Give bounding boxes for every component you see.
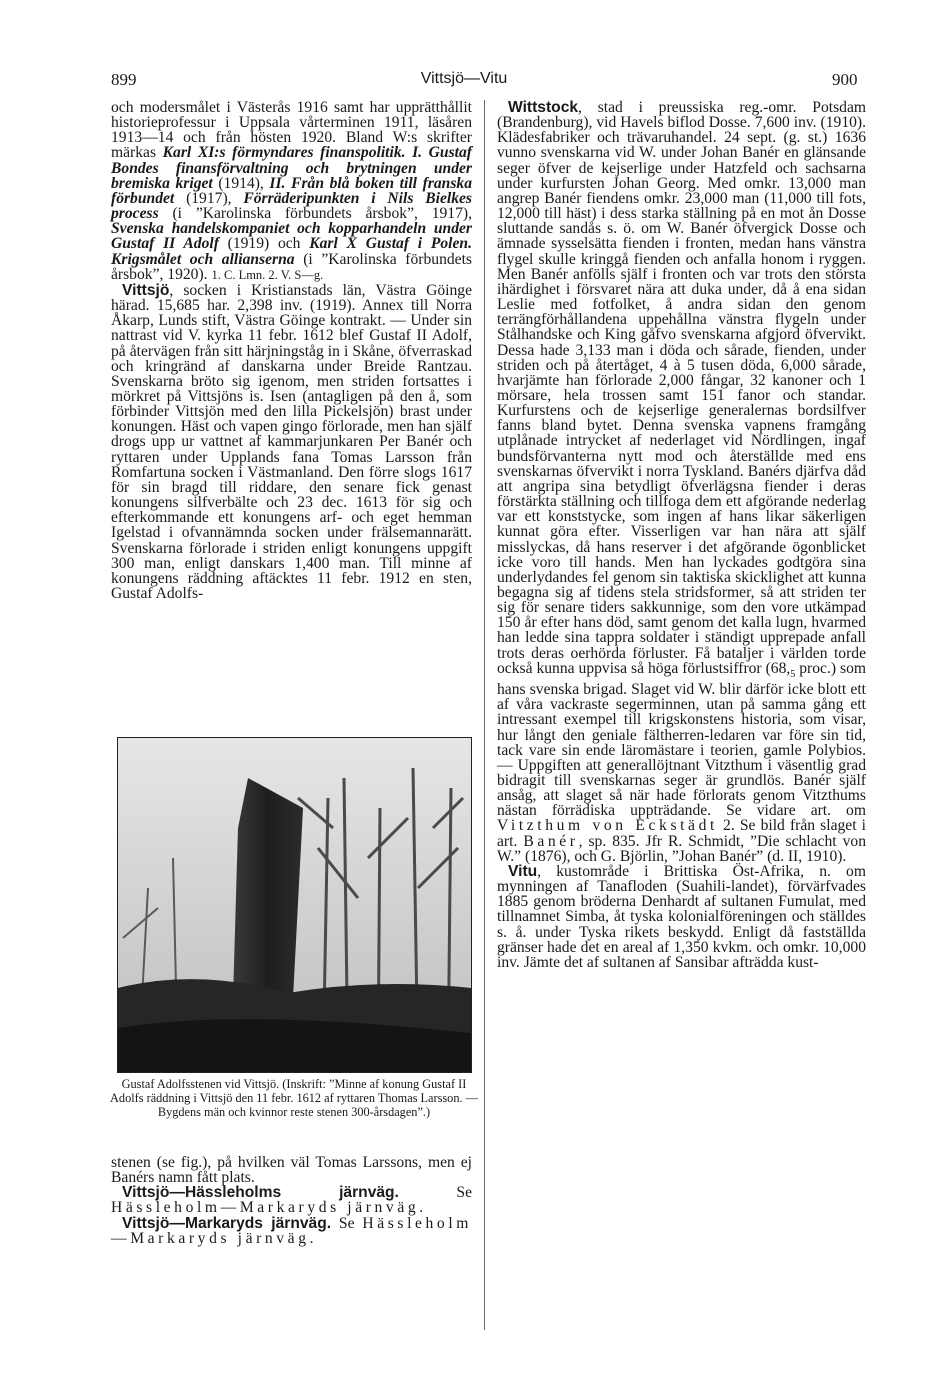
entry-vitu — [497, 864, 866, 970]
entry-text: , stad i preussiska reg.-omr. Potsdam (Brandenburg), vid Havels biflod Dosse. 7,600 inv. (1910). Klädesfabriker och trävaruhandel. 24 sept. (g. st.) 1636 vunno svenskarna vid W. under Johan Banér en glänsande seger öfver de kejserlige under Hatzfeld och sachsarna under kurfursten Johan Georg. Med omkr. 13,000 man angrep Banér fiendens omkr. 23,000 man (11,000 till fots, 12,000 till häst) i dess starka ställning på en mot ån Dosse sluttande sandås s. ö. om W. Banér öfvergick Dosse och ämnade sysselsätta fienden i fronten, medan hans vänstra flygel skulle kringgå fienden och anfalla honom i ryggen. Men Banér anfölls själf i fronten och var trots den största ihärdighet i försvaret nära att duka under, då å ena sidan Leslie med fotfolket, å andra sidan den genom terrängförhållandena uppehållna vänstra flygeln under Stålhandske och King gåfvo svenskarna afgjord öfvervikt. Dessa hade 3,133 man i döda och sårade, fienden, under striden och på återtåget, 4 à 5 tusen döda, 6,000 sårade, hvarjämte han förlorade 2,000 fångar, 32 kanoner och 1 mörsare, hela trossen samt 151 fanor och standar. Kurfurstens och de kejserlige generalernas bordsilfver fanns bland bytet. Denna svenska vapnens framgång utplånade intrycket af nederlaget vid Nördlingen, ingaf bundsförvanterna nytt mod och återställde med ens svenskarnas öfvervikt i norra Tyskland. Banérs djärfva dåd att angripa sina betydligt öfverlägsna fiender i deras förstärkta ställning och tillfoga dem ett afgörande nederlag var ett konststycke, som ingen af hans likar säkerligen kunnat göra efter. Visserligen var han nära att själf misslyckas, då hans reserver i det afgörande ögonblicket icke voro till hands. Men han lyckades godtgöra sina underlydandes fel genom sin taktiska skicklighet att kunna begagna sig af tidens stela stridsformer, så att striden ter sig för senare tiders sakkunnige, som den vore utkämpad 150 år efter hans död, samt genom det kalla lugn, hvarmed han ledde sina tappra soldater i ständigt upprepade anfall trots deras oerhörda förluster. Få bataljer i världen torde också kunna uppvisa så höga förlustsiffror (68, — [497, 99, 866, 677]
left-column-top — [111, 100, 472, 601]
text-run: (i ”Karolinska förbundets årsbok”, 1917), — [158, 205, 472, 223]
running-title: Vittsjö—Vitu — [420, 70, 508, 87]
cross-reference: Vitzthum von Eckstädt — [497, 817, 718, 835]
headword: Vittsjö—Hässleholms järnväg. — [122, 1184, 399, 1202]
work-title: II. Från blå boken till franska förbundet — [111, 174, 472, 207]
text-run: (1914), — [212, 174, 270, 192]
left-column-bottom — [111, 1155, 472, 1246]
entry-text: Se — [398, 1184, 472, 1202]
text-run: (1919) och — [218, 235, 310, 253]
entry-text: proc.) som hans svenska brigad. Slaget vid W. blir därför icke blott ett af våra vackraste segerminnen, utan på samma gång ett intressant exempel till krigskonstens historia, som visar, hur långt den geniale fältherren-ledaren var före sin tid, tack vare sin ende läromästare i teorien, gamle Polybios. — Uppgiften att generallöjtnant Vitzthum i väsentlig grad bidragit till svenskarnas seger är grundlös. Banér själf ansåg, att slaget så när hade förlorats genom Vitzthums nästan förrädiska uppträdande. Se vidare art. om — [497, 659, 866, 820]
memorial-stone-photo — [117, 737, 472, 1073]
entry-text: 2. Se bild från slaget i art. — [497, 817, 867, 850]
headword: Vittsjö — [122, 281, 170, 299]
page-number-left: 899 — [111, 70, 137, 89]
text-run: (1917), — [174, 189, 244, 207]
page-header — [0, 60, 928, 90]
work-title: Svenska handelskompaniet och kopparhandeln under Gustaf II Adolf — [111, 220, 472, 253]
headword: Vittsjö—Markaryds järnväg. — [122, 1214, 332, 1232]
column-divider — [484, 100, 485, 1330]
paragraph-continuation: stenen (se fig.), på hvilken väl Tomas Larssons, men ej Banérs namn fått plats. — [111, 1154, 472, 1187]
entry-vittsjo-hassleholm — [111, 1185, 472, 1215]
work-title: Förräderipunkten i Nils Bielkes process — [111, 189, 472, 223]
work-title: Karl XI:s förmyndares finanspolitik. I. Gustaf Bondes finansförvaltning och brytningen under bremiska kriget — [111, 144, 472, 192]
work-title: Karl X Gustaf i Polen. Krigsmålet och allianserna — [111, 235, 472, 268]
author-signature: 1. C. Lmn. 2. V. S—g. — [211, 267, 324, 282]
text-run: (i ”Karolinska förbundets årsbok”, 1920). — [111, 250, 472, 283]
entry-text: , sp. 835. Jfr R. Schmidt, ”Die schlacht von W.” (1876), och G. Björlin, ”Johan Banér” (d. II, 1910). — [497, 832, 866, 865]
entry-text: Se — [331, 1214, 363, 1232]
entry-wittstock — [497, 100, 866, 864]
text-run: och modersmålet i Västerås 1916 samt har upprätthållit historieprofessur i Uppsala vårterminen 1911, läsåren 1913—14 och från hösten 1920. Bland W:s skrifter märkas — [111, 99, 472, 162]
page-number-right: 900 — [832, 70, 858, 89]
cross-reference: Banér — [523, 832, 579, 850]
entry-vittsjo — [111, 283, 472, 601]
entry-text: , socken i Kristianstads län, Västra Göinge härad. 15,685 har. 2,398 inv. (1919). Annex till Norra Åkarp, Lunds stift, Västra Göinge kontrakt. — Under sin nattrast vid V. kyrka 11 febr. 1612 blef Gustaf II Adolf, på återvägen från sitt härjningståg in i Skåne, öfverraskad och kringränd af danskarna under Breide Rantzau. Svenskarna bröto sig igenom, men striden fortsattes i mörkret på Vittsjöns is. Isen (antagligen på den å, som förbinder Vittsjön med den lilla Pickelsjön) brast under konungen. Häst och vapen gingo förlorade, men han själf drogs upp ur vattnet af kammarjunkaren Per Banér och ryttaren under Upplands fana Tomas Larsson från Romfartuna socken i Västmanland. Den förre slogs 1617 för sin bragd till riddare, den senare fick genast konungens silfverbälte och 23 dec. 1613 för sig och efterkommande ett konungens arf- och eget hemman Igelstad i ofvannämnda socken under frälsemannarätt. Svenskarna förlorade i striden enligt konungens uppgift 300 man, enligt danskars 1,400 man. Till minne af konungens räddning aftäcktes 11 febr. 1912 en sten, Gustaf Adolfs- — [111, 281, 472, 602]
right-column — [497, 100, 866, 970]
decimal-subscript: 5 — [790, 668, 796, 680]
entry-vittsjo-markaryd — [111, 1216, 472, 1246]
entry-text: , kustområde i Brittiska Öst-Afrika, n. om mynningen af Tanafloden (Suahili-landet), förvärfvades 1885 genom bröderna Denhardt af sultanen Fumulat, med tillnamnet Simba, åt tyska kolonialföreningen och ställdes s. å. under Tyska rikets beskydd. Enligt då fastställda gränser hade det en areal af 1,350 kvkm. och omkr. 10,000 inv. Jämte det af sultanen af Sansibar afträdda kust- — [497, 862, 866, 971]
cross-reference: Hässleholm—Markaryds järnväg. — [111, 1199, 427, 1217]
headword: Wittstock — [508, 99, 579, 116]
cross-reference: Hässleholm—Markaryds järnväg. — [111, 1214, 472, 1247]
figure-caption: Gustaf Adolfsstenen vid Vittsjö. (Inskrift: ”Minne af konung Gustaf II Adolfs räddning i Vittsjö den 11 febr. 1612 af ryttaren Thomas Larsson. — Bygdens män och kvinnor reste stenen 300-årsdagen”.) — [110, 1077, 478, 1119]
headword: Vitu — [508, 862, 538, 880]
paragraph-continuation — [111, 100, 472, 283]
